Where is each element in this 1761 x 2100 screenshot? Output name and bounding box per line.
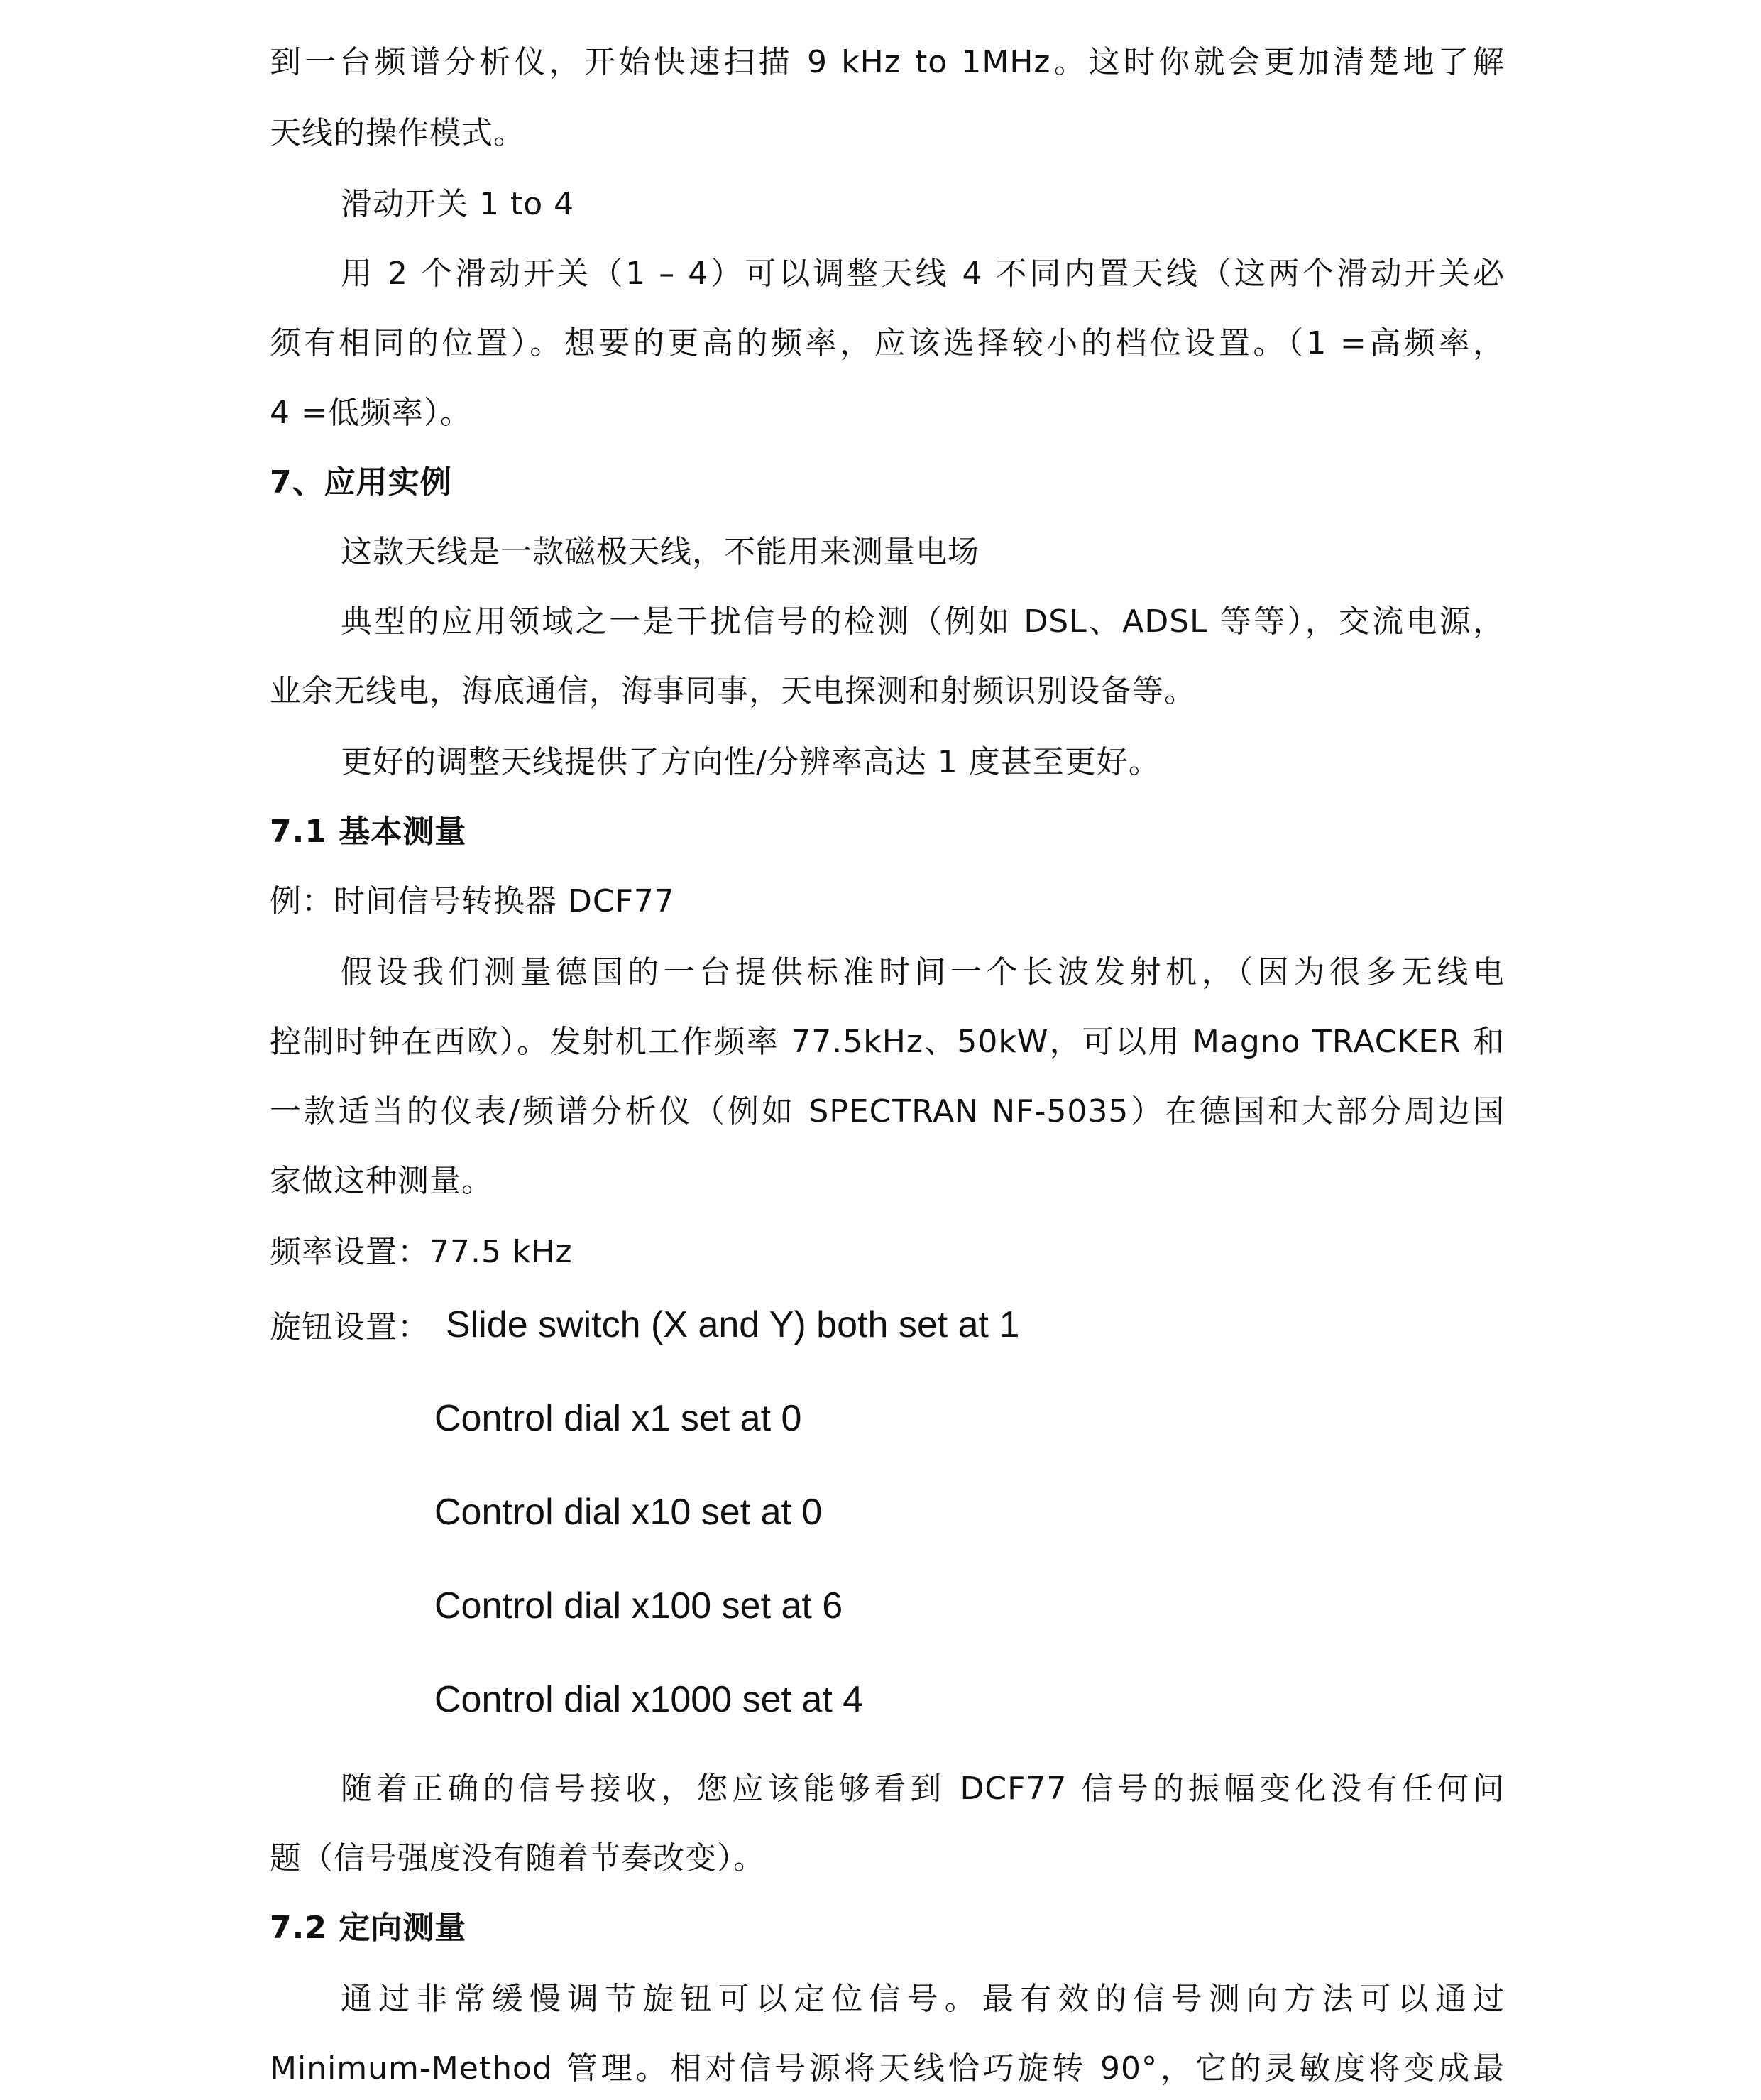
- paragraph-line: 通过非常缓慢调节旋钮可以定位信号。最有效的信号测向方法可以通过: [341, 1981, 1505, 2017]
- control-dial-x100: Control dial x100 set at 6: [434, 1585, 843, 1626]
- paragraph-line: 须有相同的位置）。想要的更高的频率，应该选择较小的档位设置。（1 =高频率，: [270, 325, 1505, 361]
- paragraph-line: 4 =低频率）。: [270, 395, 472, 431]
- example-label: 例：时间信号转换器 DCF77: [270, 883, 675, 919]
- control-dial-x1: Control dial x1 set at 0: [434, 1398, 802, 1439]
- paragraph-line: 天线的操作模式。: [270, 115, 525, 151]
- paragraph-line: 到一台频谱分析仪，开始快速扫描 9 kHz to 1MHz。这时你就会更加清楚地了解: [270, 44, 1505, 80]
- control-dial-x1000: Control dial x1000 set at 4: [434, 1679, 864, 1720]
- section-heading: 7、应用实例: [270, 464, 452, 501]
- paragraph-line: 假设我们测量德国的一台提供标准时间一个长波发射机，（因为很多无线电: [341, 954, 1505, 990]
- paragraph-line: 这款天线是一款磁极天线，不能用来测量电场: [341, 534, 980, 570]
- paragraph-line: 一款适当的仪表/频谱分析仪（例如 SPECTRAN NF-5035）在德国和大部分周边国: [270, 1093, 1505, 1130]
- paragraph-line: 业余无线电，海底通信，海事同事，天电探测和射频识别设备等。: [270, 673, 1196, 709]
- paragraph-line: 控制时钟在西欧）。发射机工作频率 77.5kHz、50kW，可以用 Magno TRACKER 和: [270, 1024, 1505, 1060]
- paragraph-line: Minimum-Method 管理。相对信号源将天线恰巧旋转 90°，它的灵敏度将变成最: [270, 2050, 1505, 2087]
- slide-switch-setting: Slide switch (X and Y) both set at 1: [446, 1304, 1020, 1345]
- slide-switch-subheading: 滑动开关 1 to 4: [341, 186, 575, 222]
- paragraph-line: 家做这种测量。: [270, 1163, 493, 1199]
- subsection-heading: 7.2 定向测量: [270, 1910, 467, 1946]
- frequency-setting: 频率设置：77.5 kHz: [270, 1234, 573, 1270]
- paragraph-line: 更好的调整天线提供了方向性/分辨率高达 1 度甚至更好。: [341, 744, 1161, 780]
- subsection-heading: 7.1 基本测量: [270, 814, 467, 850]
- control-dial-x10: Control dial x10 set at 0: [434, 1492, 823, 1533]
- paragraph-line: 用 2 个滑动开关（1 – 4）可以调整天线 4 不同内置天线（这两个滑动开关必: [341, 256, 1505, 292]
- paragraph-line: 题（信号强度没有随着节奏改变）。: [270, 1840, 765, 1876]
- paragraph-line: 随着正确的信号接收，您应该能够看到 DCF77 信号的振幅变化没有任何问: [341, 1771, 1505, 1807]
- dial-setting-label: 旋钮设置：: [270, 1309, 429, 1345]
- paragraph-line: 典型的应用领域之一是干扰信号的检测（例如 DSL、ADSL 等等），交流电源，: [341, 603, 1505, 640]
